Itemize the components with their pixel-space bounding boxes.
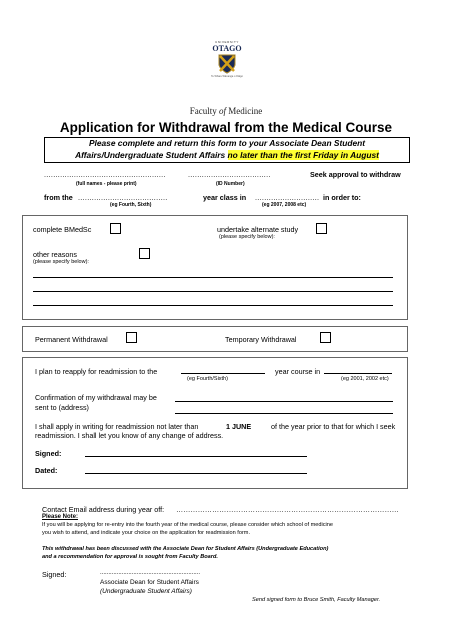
note-line-1: If you will be applying for re-entry into the fourth year of the medical course, please consider which school of medicine xyxy=(42,522,334,528)
deadline-highlight: no later than the first Friday in August xyxy=(227,149,379,160)
id-field[interactable]: .................................... xyxy=(188,170,271,179)
apply-text-a: I shall apply in writing for readmission not later than xyxy=(35,422,199,431)
reapply-course-year-line[interactable] xyxy=(324,373,392,374)
contact-email-field[interactable]: ………………………………………………………………………………… xyxy=(176,505,399,514)
permanent-checkbox[interactable] xyxy=(126,332,137,343)
withdrawal-type-box xyxy=(22,326,408,352)
apply-text-b: of the year prior to that for which I seek xyxy=(271,422,396,431)
year-course-in-label: year course in xyxy=(275,367,321,376)
reason-line-3[interactable] xyxy=(33,305,393,306)
reason-line-2[interactable] xyxy=(33,291,393,292)
faculty-medicine: Medicine xyxy=(228,106,263,116)
reapply-course-caption: (eg 2001, 2002 etc) xyxy=(341,376,389,382)
in-order-to-label: in order to: xyxy=(323,193,361,202)
date-line[interactable] xyxy=(85,473,307,474)
footer-signature-field[interactable]: ............................................................ xyxy=(100,570,201,576)
options-box xyxy=(22,215,408,320)
alt-study-caption: (please specify below): xyxy=(219,234,275,240)
logo-tagline: Te Whare Wānanga o Otāgo xyxy=(211,75,243,78)
send-form-note: Send signed form to Bruce Smith, Faculty Manager. xyxy=(252,597,381,603)
confirmation-label-2: sent to (address) xyxy=(35,403,89,412)
dean-role-line-2: (Undergraduate Student Affairs) xyxy=(100,588,192,595)
temporary-label: Temporary Withdrawal xyxy=(225,335,297,344)
instructions-line1: Please complete and return this form to your Associate Dean Student xyxy=(88,138,366,148)
instructions-line2 xyxy=(45,150,409,162)
apply-date: 1 JUNE xyxy=(226,422,252,431)
readmission-box xyxy=(22,357,408,489)
address-line-1[interactable] xyxy=(175,401,393,402)
logo-otago-text: OTAGO xyxy=(212,44,242,53)
signature-line[interactable] xyxy=(85,456,307,457)
discussed-line-1: This withdrawal has been discussed with the Associate Dean for Student Affairs (Undergraduate Education) xyxy=(42,546,329,552)
name-field[interactable]: ..................................................... xyxy=(44,170,166,179)
other-reasons-caption: (please specify below): xyxy=(33,259,89,265)
reapply-year-caption: (eg Fourth/Sixth) xyxy=(187,376,228,382)
alt-study-label: undertake alternate study xyxy=(217,225,299,234)
footer-signed-label: Signed: xyxy=(42,570,67,579)
reapply-year-line[interactable] xyxy=(181,373,265,374)
reapply-label: I plan to reapply for readmission to the xyxy=(35,367,158,376)
dean-role-line-1: Associate Dean for Student Affairs xyxy=(100,579,199,586)
reason-line-1[interactable] xyxy=(33,277,393,278)
page-title: Application for Withdrawal from the Medical Course xyxy=(59,120,393,135)
address-line-2[interactable] xyxy=(175,413,393,414)
signed-label: Signed: xyxy=(35,449,62,458)
temporary-checkbox[interactable] xyxy=(320,332,331,343)
year-field[interactable]: ....................................... xyxy=(78,193,168,202)
logo-university-text: UNIVERSITY xyxy=(214,40,239,44)
contact-email-label: Contact Email address during year off: xyxy=(42,505,165,514)
from-the-label: from the xyxy=(44,193,73,202)
instructions-box xyxy=(44,137,410,163)
bmedsc-label: complete BMedSc xyxy=(33,225,92,234)
year-caption: (eg Fourth, Sixth) xyxy=(110,202,152,208)
other-reasons-label: other reasons xyxy=(33,250,77,259)
discussed-line-2: and a recommendation for approval is sought from Faculty Board. xyxy=(42,554,218,560)
dated-label: Dated: xyxy=(35,466,58,475)
class-caption: (eg 2007, 2008 etc) xyxy=(262,202,307,208)
bmedsc-checkbox[interactable] xyxy=(110,223,121,234)
faculty-name xyxy=(0,106,452,116)
confirmation-label-1: Confirmation of my withdrawal may be xyxy=(35,393,157,402)
instructions-line2-text: Affairs/Undergraduate Student Affairs xyxy=(75,149,228,160)
university-logo xyxy=(211,40,243,78)
class-year-field[interactable]: ............................ xyxy=(255,193,320,202)
name-caption: (full names - please print) xyxy=(76,181,137,187)
faculty-of: of xyxy=(218,106,226,116)
faculty-prefix: Faculty xyxy=(189,106,217,116)
other-reasons-checkbox[interactable] xyxy=(139,248,150,259)
seek-approval-text: Seek approval to withdraw xyxy=(310,170,401,179)
id-caption: (ID Number) xyxy=(216,181,245,187)
note-title: Please Note: xyxy=(42,514,79,520)
crest-icon xyxy=(218,54,236,74)
permanent-label: Permanent Withdrawal xyxy=(35,335,108,344)
alt-study-checkbox[interactable] xyxy=(316,223,327,234)
note-line-2: you wish to attend, and indicate your choice on the application for readmission form. xyxy=(42,530,251,536)
apply-text-c: readmission. I shall let you know of any change of address. xyxy=(35,431,224,440)
year-class-in-label: year class in xyxy=(203,193,247,202)
